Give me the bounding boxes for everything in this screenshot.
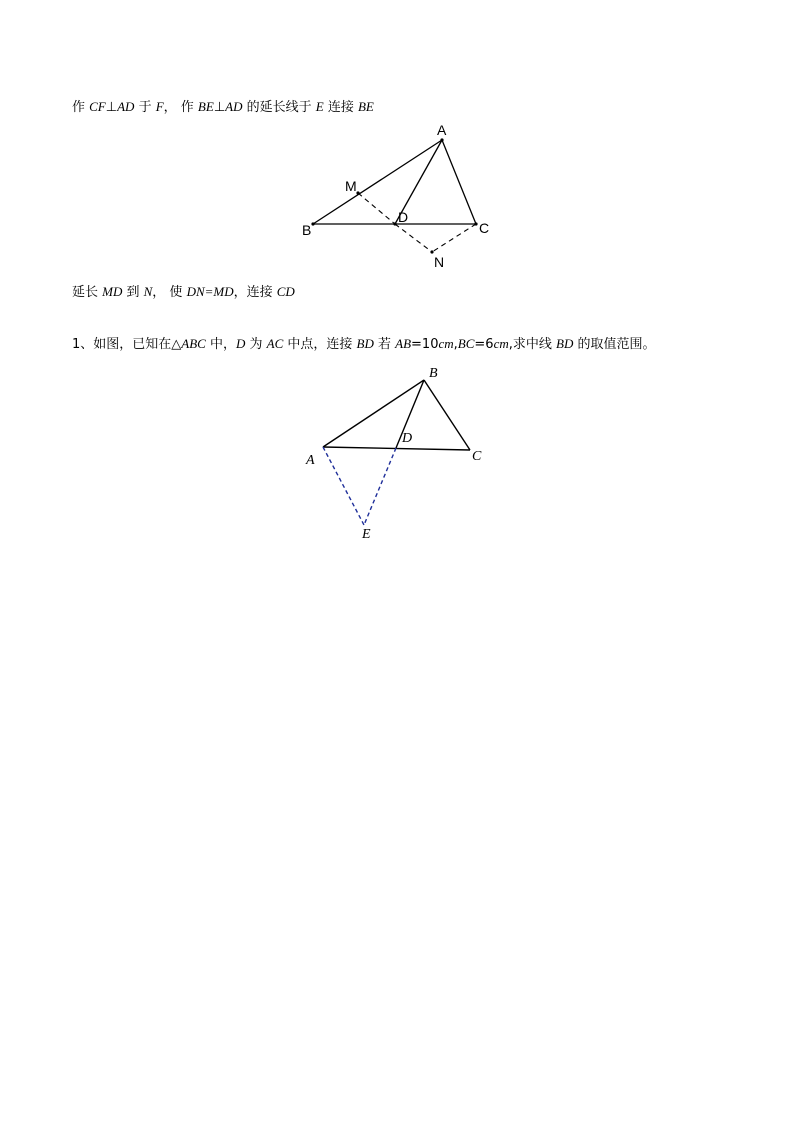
math-fragment: BE (197, 99, 214, 114)
math-fragment: BD (556, 336, 574, 351)
label-D: D (398, 209, 409, 225)
label-N: N (434, 254, 445, 270)
math-fragment: AD (225, 99, 243, 114)
text-fragment: 中点，连接 (283, 337, 357, 352)
math-fragment: CD (276, 284, 295, 299)
text-fragment: 为 (245, 337, 267, 352)
math-fragment: cm (438, 336, 454, 351)
label-E: E (362, 527, 371, 542)
text-fragment: ， 作 (163, 100, 198, 115)
text-fragment: 的延长线于 (242, 100, 316, 115)
math-fragment: AD (117, 99, 135, 114)
text-fragment: 作 (72, 100, 90, 115)
text-fragment: 于 (134, 100, 156, 115)
text-fragment: 到 (122, 285, 144, 300)
math-fragment: DN=MD (186, 284, 234, 299)
math-fragment: BE (357, 99, 374, 114)
dashed-AE (323, 447, 364, 525)
math-fragment: BD (356, 336, 374, 351)
label-C: C (479, 220, 490, 236)
text-fragment: 的取值范围。 (573, 337, 656, 352)
math-fragment: CF (89, 99, 106, 114)
math-fragment: E (315, 99, 324, 114)
dashed-DE (364, 448, 396, 525)
text-fragment: ， 使 (152, 285, 187, 300)
math-fragment: AC (266, 336, 284, 351)
math-fragment: N (143, 284, 153, 299)
label-A: A (437, 122, 447, 138)
math-fragment: cm (493, 336, 509, 351)
label-B: B (429, 366, 438, 381)
segment-BC (424, 380, 470, 450)
math-fragment: F (155, 99, 164, 114)
text-fragment: =6 (474, 337, 494, 352)
text-fragment: ，连接 (233, 285, 277, 300)
label-M: M (345, 178, 357, 194)
text-fragment: 连接 (323, 100, 358, 115)
math-fragment: D (235, 336, 246, 351)
math-fragment: AB (395, 336, 412, 351)
label-D: D (402, 431, 413, 446)
label-C: C (472, 449, 482, 464)
text-fragment: ⊥ (213, 100, 226, 115)
text-fragment: ⊥ (105, 100, 118, 115)
text-fragment: 若 (373, 337, 396, 352)
label-A: A (306, 453, 315, 468)
text-fragment: 中， (205, 337, 236, 352)
text-fragment: , (453, 337, 458, 352)
text-fragment: 1、如图，已知在△ (72, 337, 182, 352)
text-fragment: 延长 (72, 285, 103, 300)
math-fragment: MD (102, 284, 123, 299)
label-B: B (302, 222, 312, 238)
text-fragment: =10 (411, 337, 439, 352)
math-fragment: ABC (181, 336, 206, 351)
math-fragment: BC (457, 336, 475, 351)
text-fragment: ,求中线 (508, 337, 557, 352)
